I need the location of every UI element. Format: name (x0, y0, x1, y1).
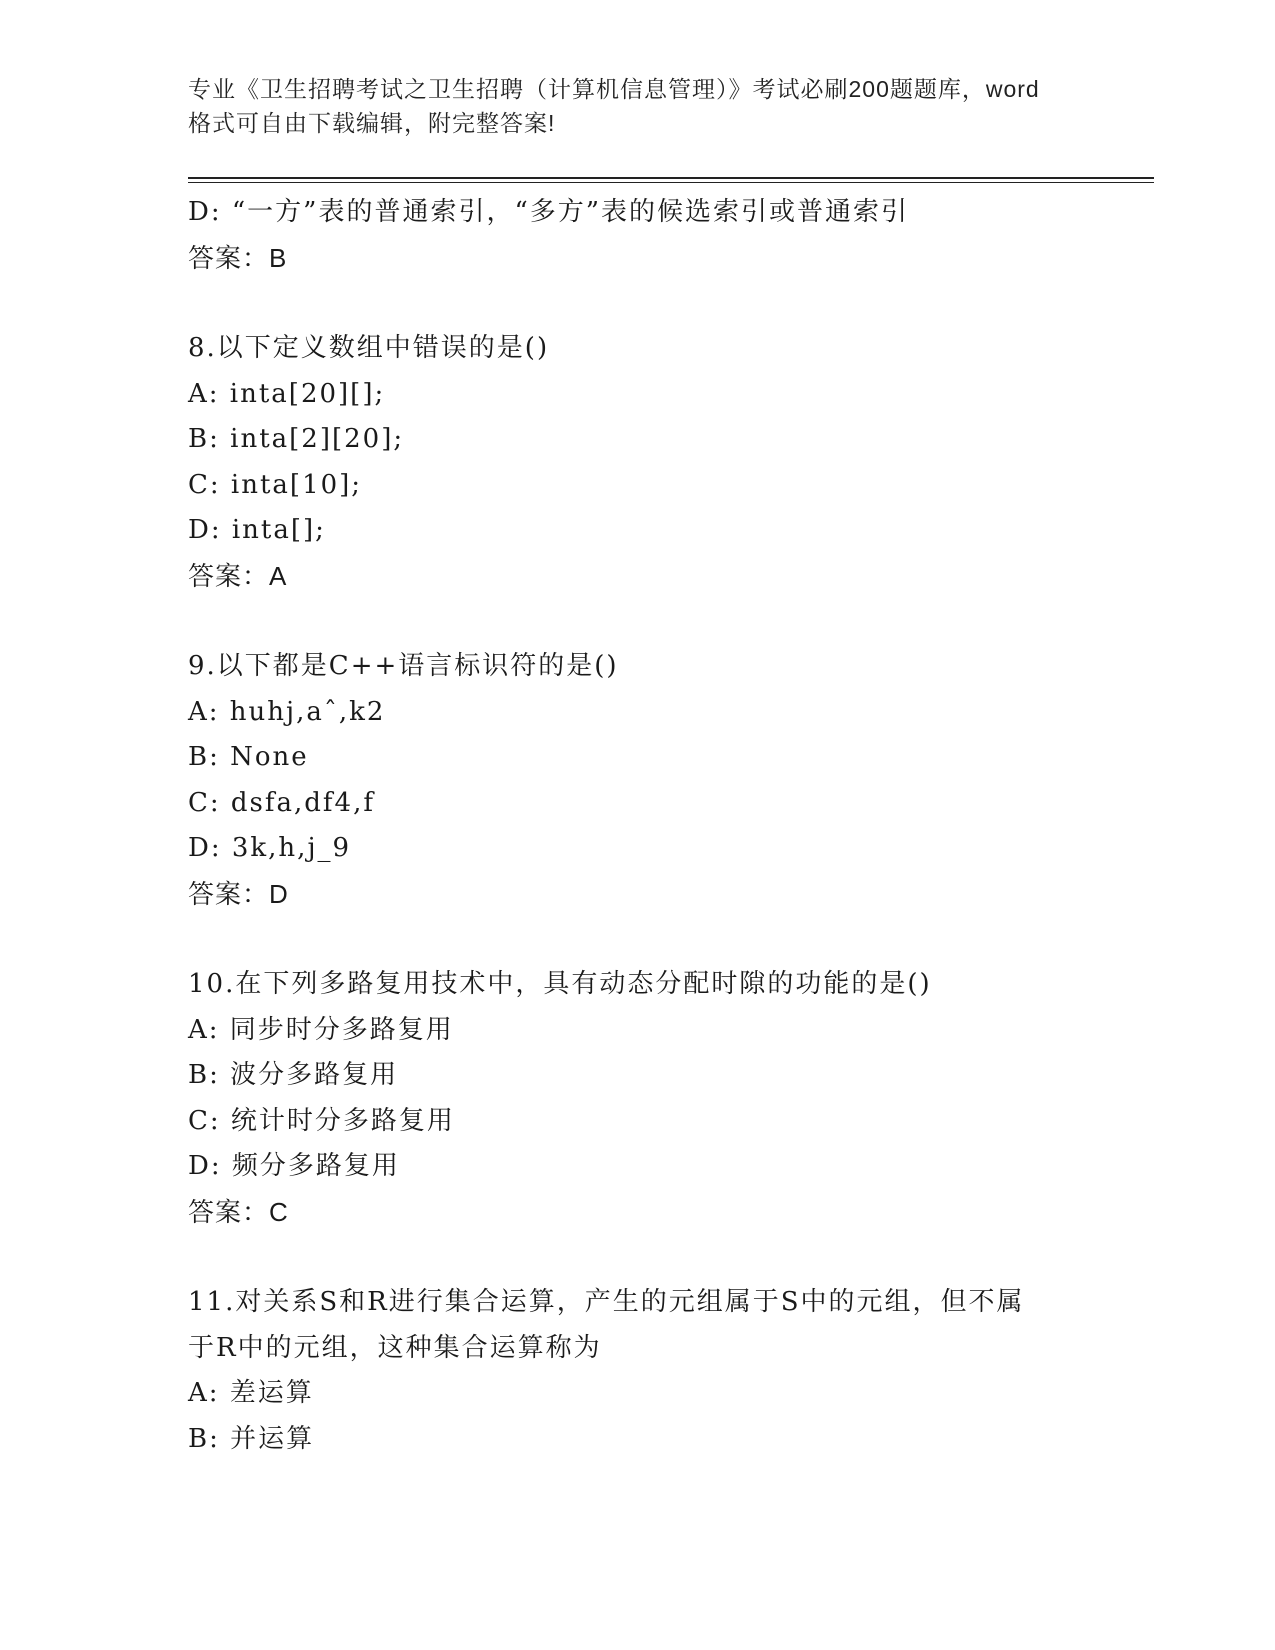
spacer (188, 917, 1108, 962)
option-d: D: “一方”表的普通索引，“多方”表的候选索引或普通索引 (188, 197, 910, 227)
header-title-line-2: 格式可自由下载编辑，附完整答案! (188, 110, 556, 136)
option-c: C: inta[10]; (188, 469, 363, 500)
option-d: D: inta[]; (188, 515, 326, 545)
option-a: A: 差运算 (188, 1378, 314, 1408)
answer-line: 答案：D (188, 878, 289, 909)
answer-line: 答案：C (188, 1196, 289, 1227)
spacer (188, 599, 1108, 644)
option-d: D: 频分多路复用 (188, 1151, 400, 1181)
question-8 (188, 326, 1108, 599)
answer-line: 答案：A (188, 560, 288, 591)
question-text-line-2: 于R中的元组，这种集合运算称为 (188, 1332, 602, 1363)
question-text-line-1: 11.对关系S和R进行集合运算，产生的元组属于S中的元组，但不属 (188, 1287, 1025, 1317)
question-11 (188, 1280, 1108, 1462)
option-c: C: 统计时分多路复用 (188, 1105, 455, 1136)
question-text: 10.在下列多路复用技术中，具有动态分配时隙的功能的是() (188, 969, 932, 999)
option-a: A: huhj,aˆ,k2 (188, 696, 386, 727)
question-10 (188, 962, 1108, 1235)
answer-line: 答案：B (188, 242, 288, 273)
question-text: 8.以下定义数组中错误的是() (188, 333, 550, 363)
option-b: B: None (188, 742, 309, 772)
header-divider-thin (188, 182, 1154, 183)
option-a: A: 同步时分多路复用 (188, 1014, 454, 1045)
question-text: 9.以下都是C++语言标识符的是() (188, 651, 619, 681)
question-7-tail (188, 190, 1108, 281)
option-a: A: inta[20][]; (188, 378, 386, 409)
option-d: D: 3k,h,j_9 (188, 833, 352, 863)
option-b: B: 并运算 (188, 1423, 315, 1454)
question-9 (188, 644, 1108, 917)
option-c: C: dsfa,df4,f (188, 787, 375, 818)
document-header (188, 72, 1088, 140)
option-b: B: inta[2][20]; (188, 424, 405, 454)
spacer (188, 1235, 1108, 1280)
header-divider-thick (188, 177, 1154, 179)
spacer (188, 281, 1108, 326)
question-list (188, 190, 1108, 1462)
header-title-line-1: 专业《卫生招聘考试之卫生招聘（计算机信息管理）》考试必刷200题题库，word (188, 76, 1040, 102)
option-b: B: 波分多路复用 (188, 1060, 399, 1090)
